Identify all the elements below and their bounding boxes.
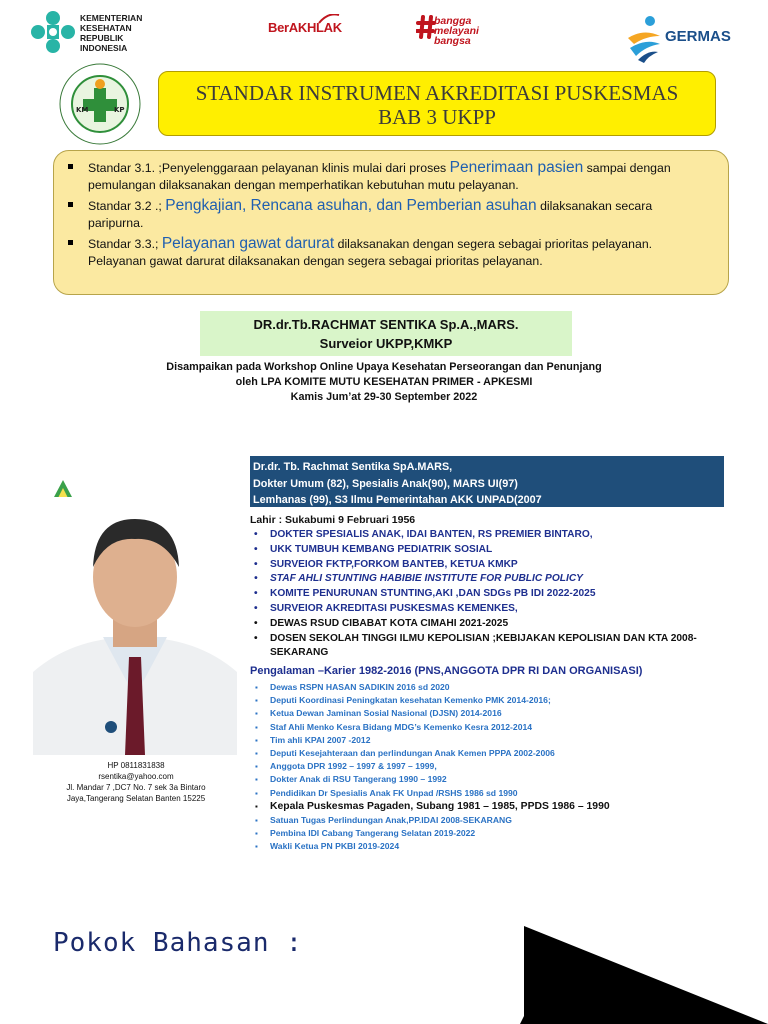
- list-item: • DOSEN SEKOLAH TINGGI ILMU KEPOLISIAN ;KEBIJAKAN KEPOLISIAN DAN KTA 2008-SEKARANG: [250, 632, 710, 662]
- germas-logo: GERMAS: [665, 28, 731, 45]
- standard-highlight: Pengkajian, Rencana asuhan, dan Pemberian asuhan: [165, 197, 537, 214]
- contact-email: rsentika@yahoo.com: [98, 772, 174, 781]
- standards-box: [53, 150, 729, 295]
- slide-title: [158, 71, 716, 136]
- contact-phone: HP 0811831838: [107, 761, 165, 770]
- list-item: ▪ Anggota DPR 1992 – 1997 & 1997 – 1999,: [250, 760, 740, 773]
- list-item: ▪ Pembina IDI Cabang Tangerang Selatan 2019-2022: [250, 827, 740, 840]
- list-item: ▪ Tim ahli KPAI 2007 -2012: [250, 734, 740, 747]
- contact-info: [36, 760, 236, 804]
- contact-address: Jl. Mandar 7 ,DC7 No. 7 sek 3a Bintaro: [66, 783, 206, 792]
- list-item: • UKK TUMBUH KEMBANG PEDIATRIK SOSIAL: [250, 543, 740, 558]
- birth-info: Lahir : Sukabumi 9 Februari 1956: [250, 514, 416, 526]
- presenter-role: Surveior UKPP,KMKP: [319, 336, 453, 351]
- list-item: ▪ Ketua Dewan Jaminan Sosial Nasional (DJSN) 2014-2016: [250, 707, 740, 720]
- standard-highlight: Pelayanan gawat darurat: [161, 235, 335, 252]
- cv-header: Dr.dr. Tb. Rachmat Sentika SpA.MARS, Dokter Umum (82), Spesialis Anak(90), MARS UI(97) Lemhanas (99), S3 Ilmu Pemerintahan AKK UNPAD(2007: [250, 456, 724, 507]
- bangga-melayani-logo: bangga melayani bangsa: [434, 15, 479, 47]
- list-item: • DOKTER SPESIALIS ANAK, IDAI BANTEN, RS PREMIER BINTARO,: [250, 528, 740, 543]
- germas-logo-icon: [624, 14, 664, 64]
- list-item: ▪ Staf Ahli Menko Kesra Bidang MDG’s Kemenko Kesra 2012-2014: [250, 721, 740, 734]
- arrow-shape-icon: [520, 926, 768, 1024]
- list-item: ▪ Pendidikan Dr Spesialis Anak FK Unpad /RSHS 1986 sd 1990: [250, 787, 740, 800]
- section-heading: Pokok Bahasan :: [53, 928, 303, 958]
- standard-item: Standar 3.2 .; Pengkajian, Rencana asuhan, dan Pemberian asuhan dilaksanakan secara paripurna.: [68, 197, 708, 232]
- event-info: Disampaikan pada Workshop Online Upaya Kesehatan Perseorangan dan Penunjang oleh LPA KOMITE MUTU KESEHATAN PRIMER - APKESMI Kamis Jum’at 29-30 September 2022: [166, 361, 602, 403]
- contact-address: Jaya,Tangerang Selatan Banten 15225: [66, 794, 206, 803]
- svg-text:KP: KP: [114, 106, 125, 114]
- list-item: • KOMITE PENURUNAN STUNTING,AKI ,DAN SDGs PB IDI 2022-2025: [250, 587, 740, 602]
- list-item: ▪ Deputi Koordinasi Peningkatan kesehatan Kemenko PMK 2014-2016;: [250, 694, 740, 707]
- list-item: ▪ Satuan Tugas Perlindungan Anak,PP.IDAI 2008-SEKARANG: [250, 814, 740, 827]
- list-item: • SURVEIOR AKREDITASI PUSKESMAS KEMENKES,: [250, 602, 740, 617]
- list-item: ▪ Wakli Ketua PN PKBI 2019-2024: [250, 840, 740, 853]
- list-item: • STAF AHLI STUNTING HABIBIE INSTITUTE FOR PUBLIC POLICY: [250, 572, 740, 587]
- presenter-name: DR.dr.Tb.RACHMAT SENTIKA Sp.A.,MARS.: [253, 317, 519, 332]
- berakhlak-swoosh-icon: [318, 14, 340, 24]
- career-heading: Pengalaman –Karier 1982-2016 (PNS,ANGGOTA DPR RI DAN ORGANISASI): [250, 665, 643, 677]
- list-item: ▪ Dokter Anak di RSU Tangerang 1990 – 1992: [250, 773, 740, 786]
- list-item: • SURVEIOR FKTP,FORKOM BANTEB, KETUA KMKP: [250, 558, 740, 573]
- svg-text:KM: KM: [76, 106, 89, 114]
- title-line-2: BAB 3 UKPP: [378, 105, 496, 129]
- komite-mutu-seal-icon: [58, 62, 142, 146]
- standard-item: Standar 3.3.; Pelayanan gawat darurat dilaksanakan dengan segera sebagai prioritas pelayanan. Pelayanan gawat darurat dilaksanakan dengan segera sebagai prioritas pelayanan.: [68, 235, 708, 270]
- hashtag-icon: [416, 15, 436, 39]
- standard-highlight: Penerimaan pasien: [449, 159, 584, 176]
- list-item: ▪ Kepala Puskesmas Pagaden, Subang 1981 – 1985, PPDS 1986 – 1990: [250, 800, 740, 814]
- kemenkes-logo-icon: [30, 10, 76, 54]
- kemenkes-label: KEMENTERIAN KESEHATAN REPUBLIK INDONESIA: [80, 13, 143, 53]
- list-item: ▪ Deputi Kesejahteraan dan perlindungan Anak Kemen PPPA 2002-2006: [250, 747, 740, 760]
- title-line-1: STANDAR INSTRUMEN AKREDITASI PUSKESMAS: [195, 81, 679, 105]
- berakhlak-logo: BerAKHLAK: [268, 20, 342, 35]
- presenter-box: [200, 311, 572, 356]
- cv-list: [250, 528, 740, 661]
- career-list: [250, 681, 740, 853]
- list-item: ▪ Dewas RSPN HASAN SADIKIN 2016 sd 2020: [250, 681, 740, 694]
- presenter-photo: [33, 497, 237, 755]
- standard-item: Standar 3.1. ;Penyelenggaraan pelayanan klinis mulai dari proses Penerimaan pasien sampai dengan pemulangan dilaksanakan dengan memperhatikan kebutuhan mutu pelayanan.: [68, 159, 708, 194]
- list-item: • DEWAS RSUD CIBABAT KOTA CIMAHI 2021-2025: [250, 617, 740, 632]
